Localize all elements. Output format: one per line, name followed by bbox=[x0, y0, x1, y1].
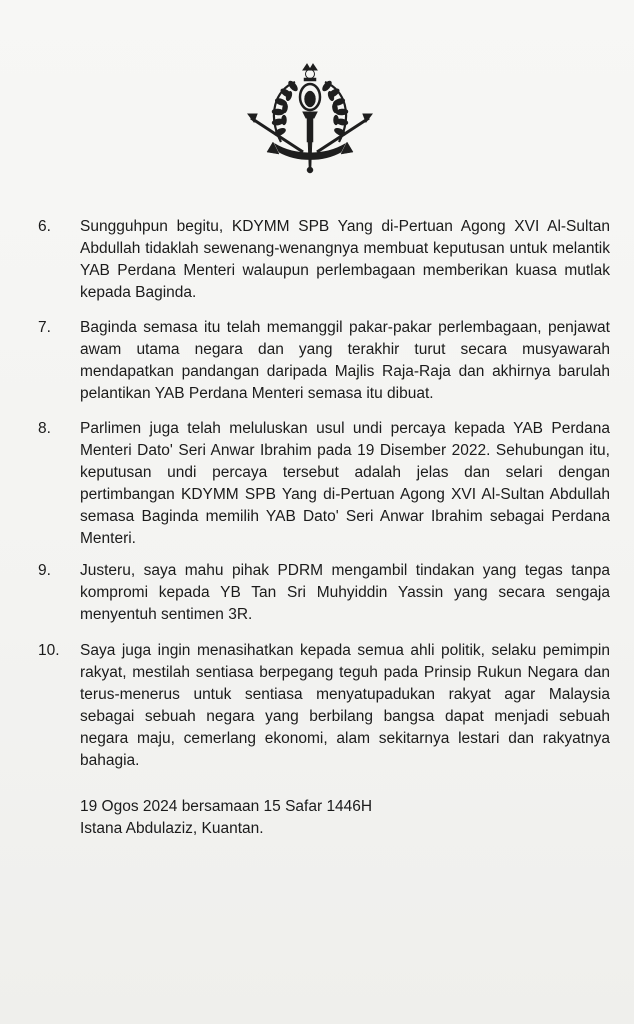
paragraph-number: 7. bbox=[38, 319, 51, 336]
royal-crest-icon bbox=[245, 60, 375, 178]
signoff-block bbox=[80, 796, 580, 840]
signoff-place: Istana Abdulaziz, Kuantan. bbox=[80, 820, 264, 837]
paragraph-text: Parlimen juga telah meluluskan usul undi percaya kepada YAB Perdana Menteri Dato' Seri Anwar Ibrahim pada 19 Disember 2022. Sehubungan itu, keputusan undi percaya tersebut adalah jelas dan selari dengan pertimbangan KDYMM SPB Yang di-Pertuan Agong XVI Al-Sultan Abdullah semasa Baginda memilih YAB Dato' Seri Anwar Ibrahim sebagai Perdana Menteri. bbox=[80, 420, 610, 547]
paragraph-number: 6. bbox=[38, 218, 51, 235]
paragraph-number: 8. bbox=[38, 420, 51, 437]
signoff-date: 19 Ogos 2024 bersamaan 15 Safar 1446H bbox=[80, 798, 373, 815]
paragraph-number: 9. bbox=[38, 562, 51, 579]
paragraph-text: Justeru, saya mahu pihak PDRM mengambil tindakan yang tegas tanpa kompromi kepada YB Tan Sri Muhyiddin Yassin yang secara sengaja menyentuh sentimen 3R. bbox=[80, 562, 610, 623]
paragraph-text: Baginda semasa itu telah memanggil pakar-pakar perlembagaan, penjawat awam utama negara dan yang terakhir turut secara musyawarah mendapatkan pandangan daripada Majlis Raja-Raja dan akhirnya barulah pelantikan YAB Perdana Menteri semasa itu dibuat. bbox=[80, 319, 610, 402]
paragraph-number: 10. bbox=[38, 642, 60, 659]
paragraph-text: Saya juga ingin menasihatkan kepada semua ahli politik, selaku pemimpin rakyat, mestilah sentiasa berpegang teguh pada Prinsip Rukun Negara dan terus-menerus untuk sentiasa menyatupadukan rakyat agar Malaysia sebagai sebuah negara yang berbilang bangsa dapat menjadi sebuah negara maju, cemerlang ekonomi, alam sekitarnya lestari dan rakyatnya bahagia. bbox=[80, 642, 610, 769]
paragraph-text: Sungguhpun begitu, KDYMM SPB Yang di-Pertuan Agong XVI Al-Sultan Abdullah tidaklah sewenang-wenangnya membuat keputusan untuk melantik YAB Perdana Menteri walaupun perlembagaan memberikan kuasa mutlak kepada Baginda. bbox=[80, 218, 610, 301]
